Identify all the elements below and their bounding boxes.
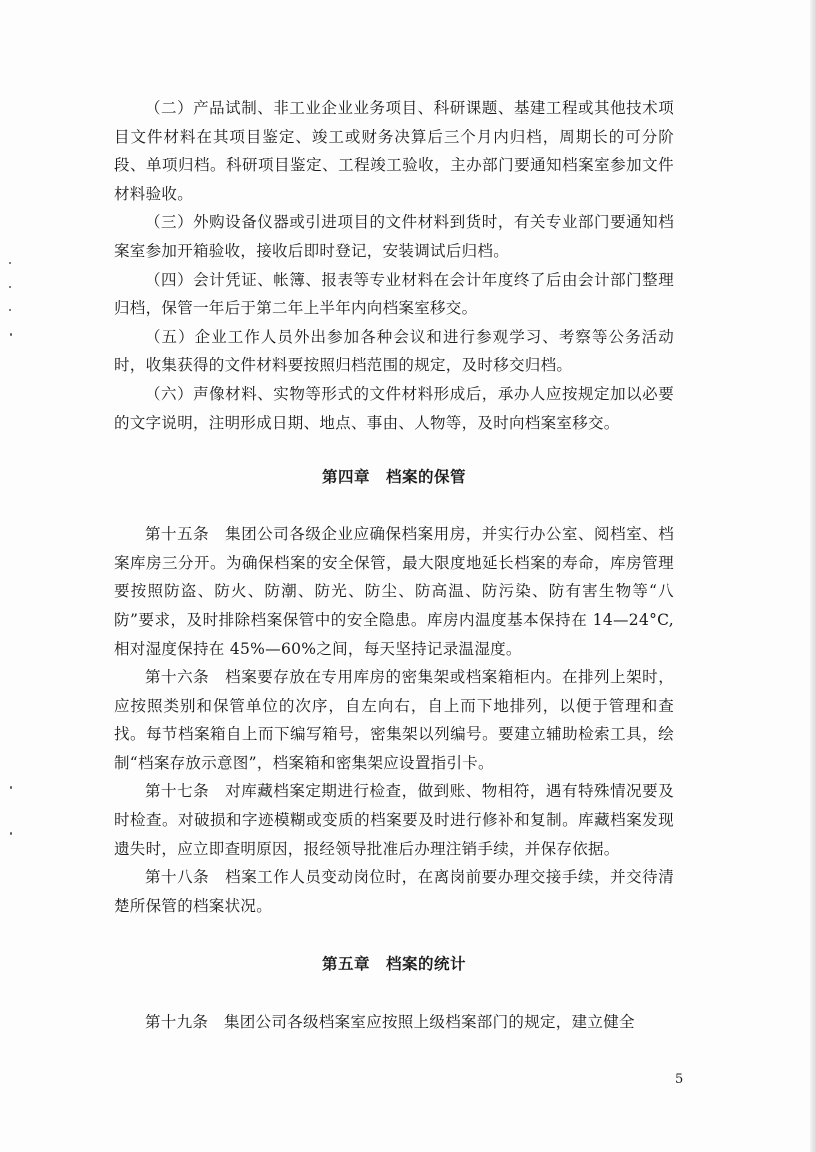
scan-speck — [9, 309, 11, 311]
paragraph-item-6: （六）声像材料、实物等形式的文件材料形成后，承办人应按规定加以必要的文字说明，注明形成日期、地点、事由、人物等，及时向档案室移交。 — [114, 384, 674, 432]
paragraph-item-3: （三）外购设备仪器或引进项目的文件材料到货时，有关专业部门要通知档案室参加开箱验收，接收后即时登记，安装调试后归档。 — [114, 213, 674, 260]
scan-speck — [10, 832, 12, 835]
page-number: 5 — [675, 1072, 684, 1087]
scan-speck — [10, 786, 12, 789]
article-19: 第十九条 集团公司各级档案室应按照上级档案部门的规定，建立健全 — [145, 1013, 635, 1032]
scan-speck — [10, 333, 12, 336]
scan-speck — [9, 286, 11, 288]
article-15: 第十五条 集团公司各级企业应确保档案用房，并实行办公室、阅档室、档案库房三分开。为确保档案的安全保管，最大限度地延长档案的寿命，库房管理要按照防盗、防火、防潮、防光、防尘、防高温、防污染、防有害生物等“八防”要求，及时排除档案保管中的安全隐患。库房内温度基本保持在 14—24°C,相对湿度保持在 45%—60%之间，每天坚持记录温湿度。 — [114, 525, 674, 658]
article-18: 第十八条 档案工作人员变动岗位时，在离岗前要办理交接手续，并交待清楚所保管的档案状况。 — [114, 868, 674, 915]
chapter-5-heading: 第五章 档案的统计 — [321, 954, 466, 974]
article-16: 第十六条 档案要存放在专用库房的密集架或档案箱柜内。在排列上架时，应按照类别和保管单位的次序，自左向右，自上而下地排列，以便于管理和查找。每节档案箱自上而下编写箱号，密集架以列编号。要建立辅助检索工具，绘制“档案存放示意图”，档案箱和密集架应设置指引卡。 — [114, 668, 674, 772]
paragraph-item-5: （五）企业工作人员外出参加各种会议和进行参观学习、考察等公务活动时，收集获得的文件材料要按照归档范围的规定，及时移交归档。 — [114, 327, 674, 375]
chapter-4-heading: 第四章 档案的保管 — [321, 467, 466, 487]
paragraph-item-2: （二）产品试制、非工业企业业务项目、科研课题、基建工程或其他技术项目文件材料在其项目鉴定、竣工或财务决算后三个月内归档，周期长的可分阶段、单项归档。科研项目鉴定、工程竣工验收，主办部门要通知档案室参加文件材料验收。 — [114, 99, 674, 203]
article-17: 第十七条 对库藏档案定期进行检查，做到账、物相符，遇有特殊情况要及时检查。对破损和字迹模糊或变质的档案要及时进行修补和复制。库藏档案发现遗失时，应立即查明原因，报经领导批准后办理注销手续，并保存依据。 — [114, 782, 674, 858]
scan-edge — [810, 0, 816, 1152]
document-body — [114, 94, 674, 1037]
paragraph-item-4: （四）会计凭证、帐簿、报表等专业材料在会计年度终了后由会计部门整理归档，保管一年后于第二年上半年内向档案室移交。 — [114, 270, 674, 318]
scan-speck — [9, 262, 11, 264]
